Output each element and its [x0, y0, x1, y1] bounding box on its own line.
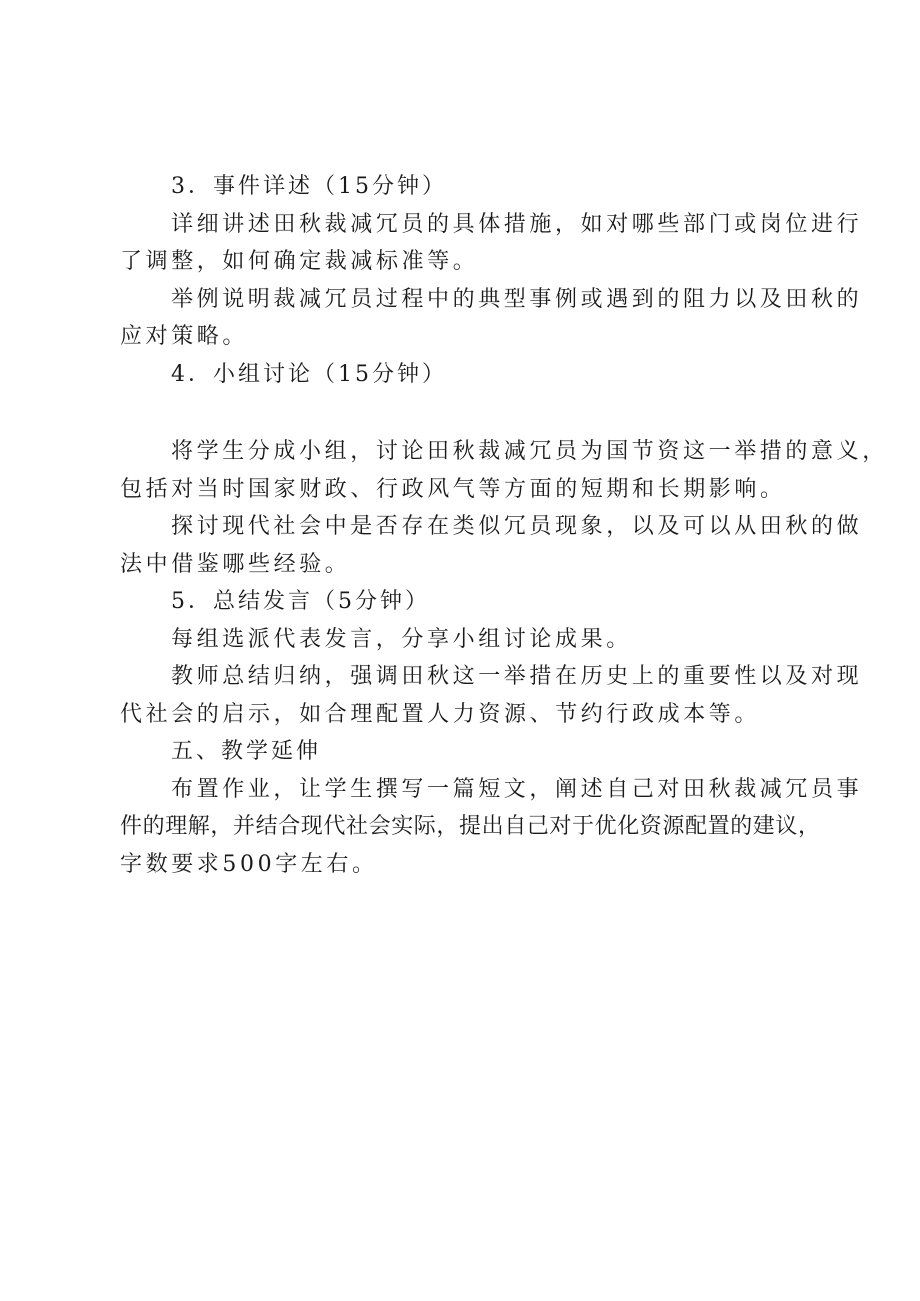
section-5-para-2-line-2: 代社会的启示，如合理配置人力资源、节约行政成本等。 [120, 701, 761, 727]
section-3-para-1-line-1: 详细讲述田秋裁减冗员的具体措施，如对哪些部门或岗位进行 [171, 211, 863, 237]
document-body [120, 168, 888, 883]
section-4-para-1-line-1: 将学生分成小组，讨论田秋裁减冗员为国节资这一举措的意义， [171, 439, 888, 464]
section-3-para-2-line-2: 应对策略。 [120, 324, 249, 349]
section-3-para-1-line-2: 了调整，如何确定裁减标准等。 [120, 249, 479, 274]
section-five-heading: 五、教学延伸 [171, 739, 322, 764]
section-4-para-1-line-2: 包括对当时国家财政、行政风气等方面的短期和长期影响。 [120, 476, 786, 502]
section-4-para-2-line-1: 探讨现代社会中是否存在类似冗员现象，以及可以从田秋的做 [171, 514, 863, 539]
section-five-para-1-line-2: 件的理解，并结合现代社会实际，提出自己对于优化资源配置的建议， [120, 814, 821, 839]
section-3-heading: 3．事件详述（15分钟） [171, 174, 447, 199]
section-five-para-1-line-3: 字数要求500字左右。 [120, 851, 378, 877]
section-five-para-1-line-1: 布置作业，让学生撰写一篇短文，阐述自己对田秋裁减冗员事 [171, 776, 863, 802]
section-4-heading: 4．小组讨论（15分钟） [171, 361, 447, 387]
section-4-para-2-line-2: 法中借鉴哪些经验。 [120, 551, 351, 577]
section-5-para-2-line-1: 教师总结归纳，强调田秋这一举措在历史上的重要性以及对现 [171, 664, 863, 689]
section-5-para-1-line-1: 每组选派代表发言，分享小组讨论成果。 [171, 626, 632, 652]
section-3-para-2-line-1: 举例说明裁减冗员过程中的典型事例或遇到的阻力以及田秋的 [171, 286, 863, 312]
section-5-heading: 5．总结发言（5分钟） [171, 589, 430, 614]
